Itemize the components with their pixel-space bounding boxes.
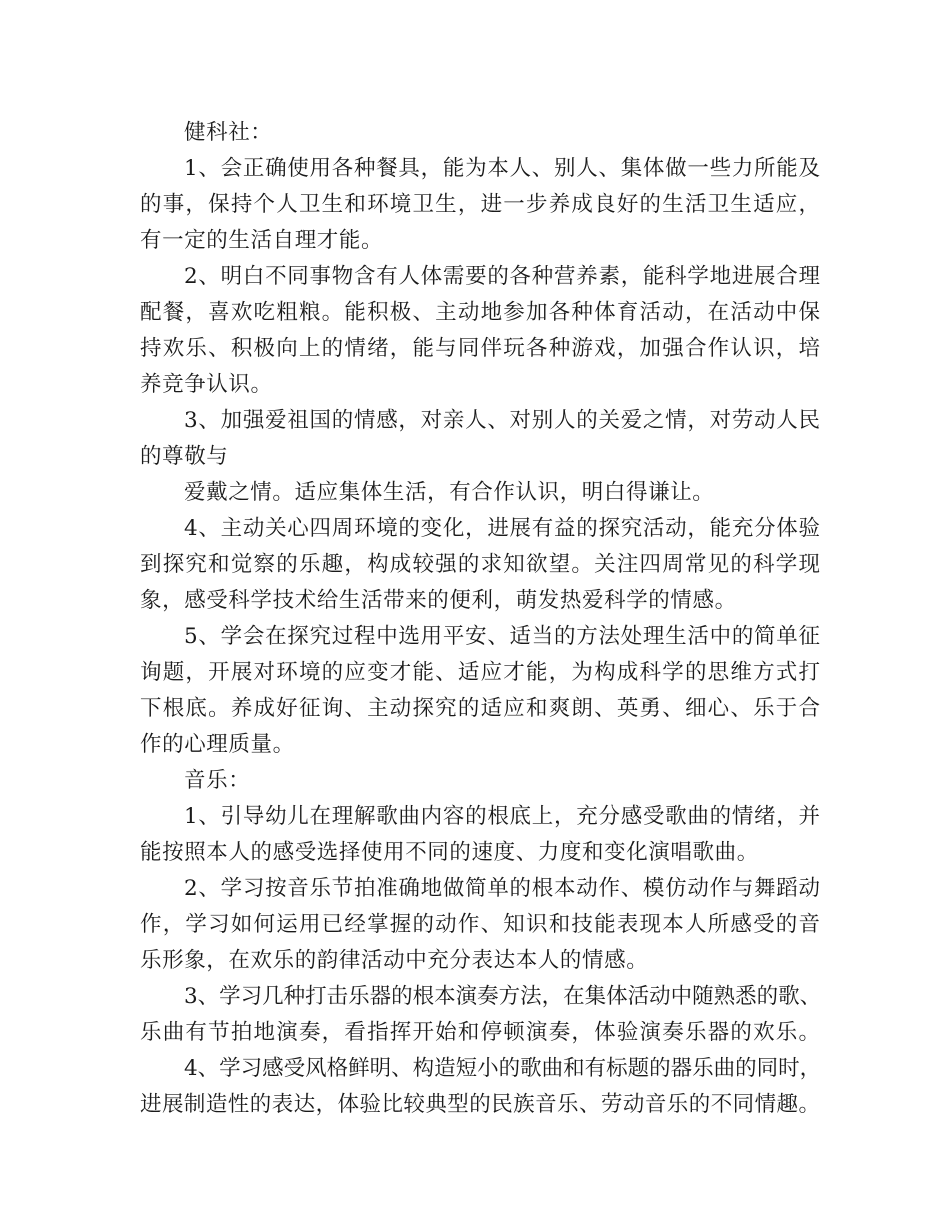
paragraph-line: 2、明白不同事物含有人体需要的各种营养素，能科学地进展合理 (184, 264, 820, 289)
paragraph-line: 进展制造性的表达，体验比较典型的民族音乐、劳动音乐的不同情趣。 (140, 1092, 820, 1117)
paragraph-line: 配餐，喜欢吃粗粮。能积极、主动地参加各种体育活动，在活动中保 (140, 300, 820, 325)
paragraph-line: 乐曲有节拍地演奏，看指挥开始和停顿演奏，体验演奏乐器的欢乐。 (140, 1020, 820, 1045)
paragraph-line: 作，学习如何运用已经掌握的动作、知识和技能表现本人所感受的音 (140, 912, 820, 937)
paragraph-line: 的事，保持个人卫生和环境卫生，进一步养成良好的生活卫生适应， (140, 192, 820, 217)
paragraph-line: 1、会正确使用各种餐具，能为本人、别人、集体做一些力所能及 (184, 156, 820, 181)
section-heading-health: 健科社： (184, 120, 273, 145)
paragraph-line: 1、引导幼儿在理解歌曲内容的根底上，充分感受歌曲的情绪，并 (184, 804, 820, 829)
paragraph-line: 持欢乐、积极向上的情绪，能与同伴玩各种游戏，加强合作认识，培 (140, 336, 820, 361)
paragraph-line: 有一定的生活自理才能。 (140, 228, 384, 253)
paragraph-line: 乐形象，在欢乐的韵律活动中充分表达本人的情感。 (140, 948, 649, 973)
paragraph-line: 3、学习几种打击乐器的根本演奏方法，在集体活动中随熟悉的歌、 (184, 984, 822, 1009)
paragraph-line: 作的心理质量。 (140, 732, 295, 757)
paragraph-line: 的尊敬与 (140, 444, 229, 469)
paragraph-line: 下根底。养成好征询、主动探究的适应和爽朗、英勇、细心、乐于合 (140, 696, 820, 721)
section-heading-music: 音乐： (184, 768, 251, 793)
paragraph-line: 到探究和觉察的乐趣，构成较强的求知欲望。关注四周常见的科学现 (140, 552, 820, 577)
paragraph-line: 养竞争认识。 (140, 372, 273, 397)
paragraph-line: 4、学习感受风格鲜明、构造短小的歌曲和有标题的器乐曲的同时， (184, 1056, 822, 1081)
paragraph-line: 能按照本人的感受选择使用不同的速度、力度和变化演唱歌曲。 (140, 840, 759, 865)
paragraph-line: 2、学习按音乐节拍准确地做简单的根本动作、模仿动作与舞蹈动 (184, 876, 820, 901)
paragraph-line: 4、主动关心四周环境的变化，进展有益的探究活动，能充分体验 (184, 516, 820, 541)
paragraph-line: 象，感受科学技术给生活带来的便利，萌发热爱科学的情感。 (140, 588, 737, 613)
paragraph-line: 询题，开展对环境的应变才能、适应才能，为构成科学的思维方式打 (140, 660, 820, 685)
paragraph-line: 5、学会在探究过程中选用平安、适当的方法处理生活中的简单征 (184, 624, 820, 649)
paragraph-line: 3、加强爱祖国的情感，对亲人、对别人的关爱之情，对劳动人民 (184, 408, 820, 433)
paragraph-line: 爱戴之情。适应集体生活，有合作认识，明白得谦让。 (184, 480, 715, 505)
